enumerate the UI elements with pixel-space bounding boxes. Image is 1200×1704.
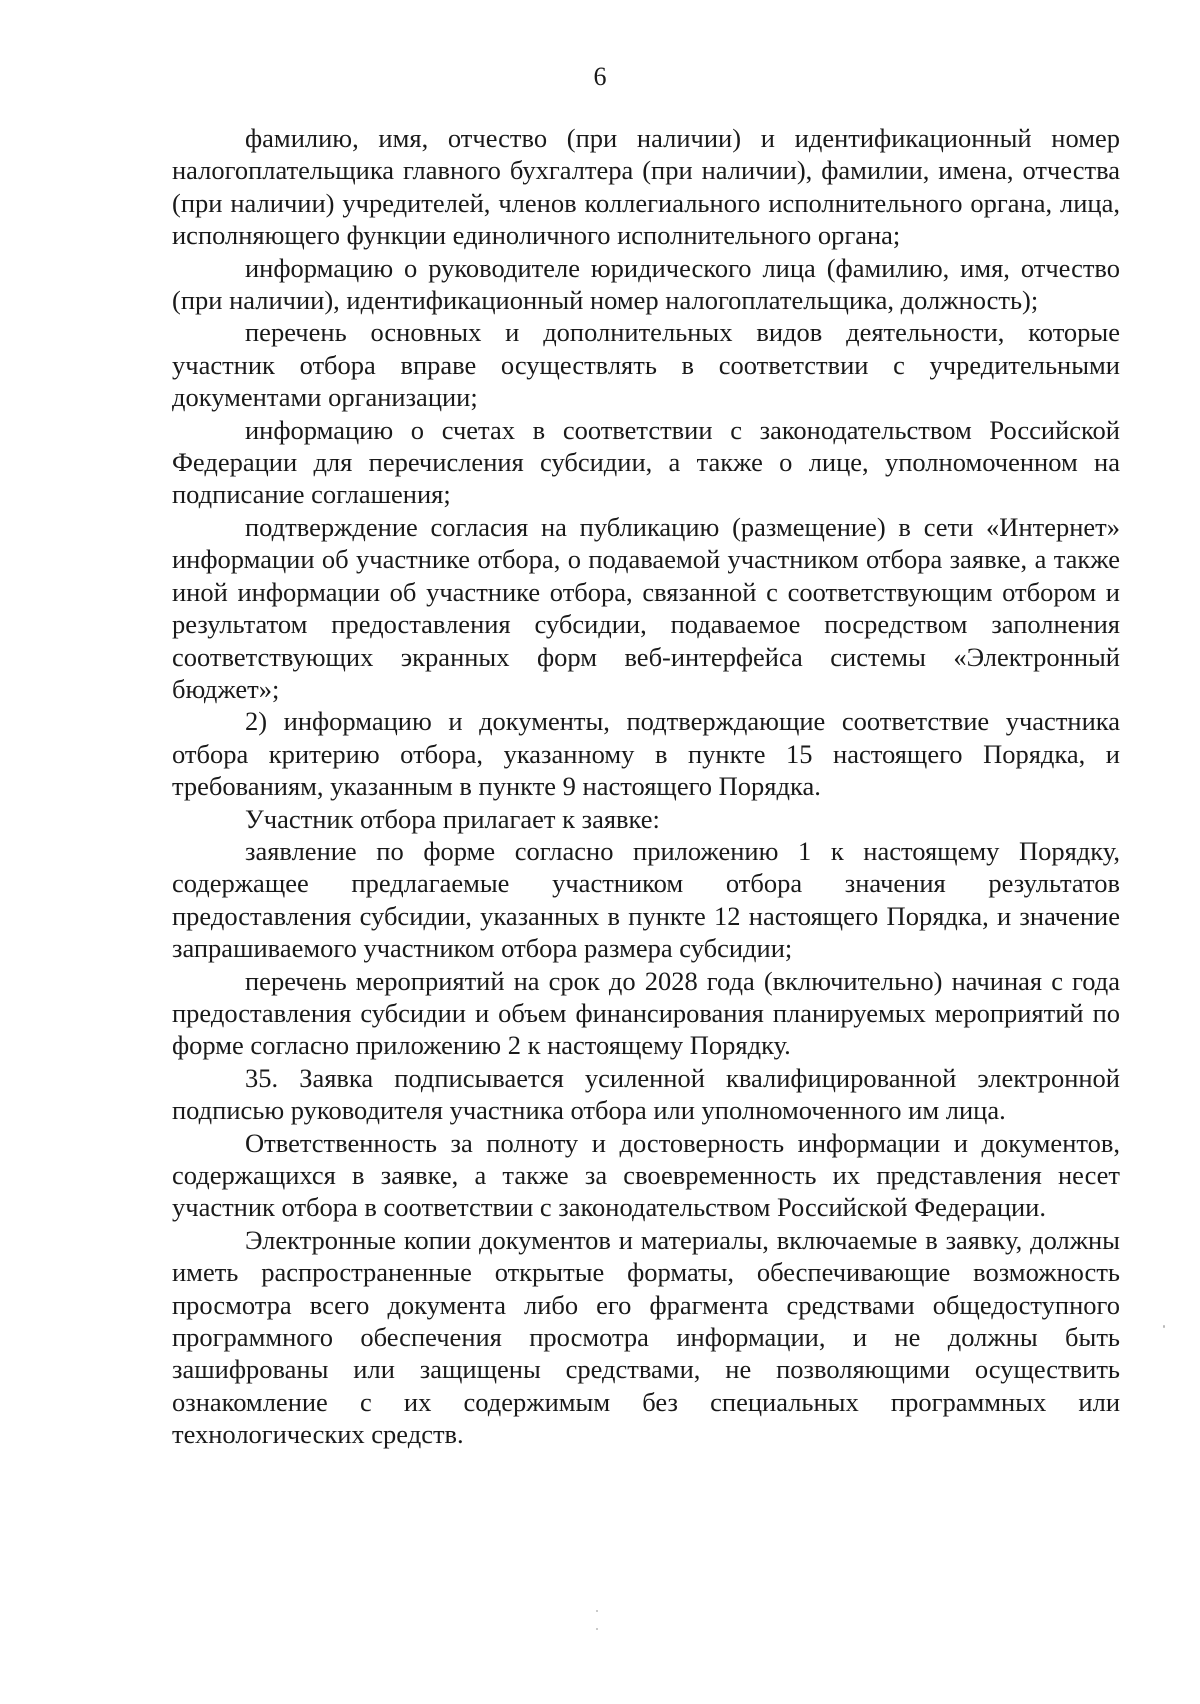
document-body bbox=[172, 122, 1120, 1451]
paragraph: информацию о руководителе юридического лица (фамилию, имя, отчество (при наличии), идентификационный номер налогоплательщика, должность); bbox=[172, 252, 1120, 316]
paragraph: Ответственность за полноту и достоверность информации и документов, содержащихся в заявке, а также за своевременность их представления несет участник отбора в соответствии с законодательством Российской Федерации. bbox=[172, 1127, 1120, 1223]
scan-artifact bbox=[596, 1610, 598, 1612]
page-number: 6 bbox=[593, 62, 607, 91]
paragraph: Электронные копии документов и материалы, включаемые в заявку, должны иметь распространенные открытые форматы, обеспечивающие возможность просмотра всего документа либо его фрагмента средствами общедоступного программного обеспечения просмотра информации, и не должны быть зашифрованы или защищены средствами, не позволяющими осуществить ознакомление с их содержимым без специальных программных или технологических средств. bbox=[172, 1224, 1120, 1450]
paragraph: перечень основных и дополнительных видов деятельности, которые участник отбора вправе осуществлять в соответствии с учредительными документами организации; bbox=[172, 317, 1120, 413]
scan-artifact bbox=[1163, 1325, 1165, 1328]
paragraph: информацию о счетах в соответствии с законодательством Российской Федерации для перечисления субсидии, а также о лице, уполномоченном на подписание соглашения; bbox=[172, 414, 1120, 510]
paragraph: 35. Заявка подписывается усиленной квалифицированной электронной подписью руководителя участника отбора или уполномоченного им лица. bbox=[172, 1062, 1120, 1126]
paragraph: подтверждение согласия на публикацию (размещение) в сети «Интернет» информации об участнике отбора, о подаваемой участником отбора заявке, а также иной информации об участнике отбора, связанной с соответствующим отбором и результатом предоставления субсидии, подаваемое посредством заполнения соответствующих экранных форм веб-интерфейса системы «Электронный бюджет»; bbox=[172, 511, 1120, 704]
paragraph: заявление по форме согласно приложению 1 к настоящему Порядку, содержащее предлагаемые участником отбора значения результатов предоставления субсидии, указанных в пункте 12 настоящего Порядка, и значение запрашиваемого участником отбора размера субсидии; bbox=[172, 835, 1120, 964]
paragraph: 2) информацию и документы, подтверждающие соответствие участника отбора критерию отбора, указанному в пункте 15 настоящего Порядка, и требованиям, указанным в пункте 9 настоящего Порядка. bbox=[172, 706, 1120, 802]
paragraph: Участник отбора прилагает к заявке: bbox=[245, 803, 660, 834]
paragraph: фамилию, имя, отчество (при наличии) и идентификационный номер налогоплательщика главного бухгалтера (при наличии), фамилии, имена, отчества (при наличии) учредителей, членов коллегиального исполнительного органа, лица, исполняющего функции единоличного исполнительного органа; bbox=[172, 123, 1120, 251]
scan-artifact bbox=[596, 1628, 598, 1630]
paragraph: перечень мероприятий на срок до 2028 года (включительно) начиная с года предоставления субсидии и объем финансирования планируемых мероприятий по форме согласно приложению 2 к настоящему Порядку. bbox=[172, 965, 1120, 1061]
